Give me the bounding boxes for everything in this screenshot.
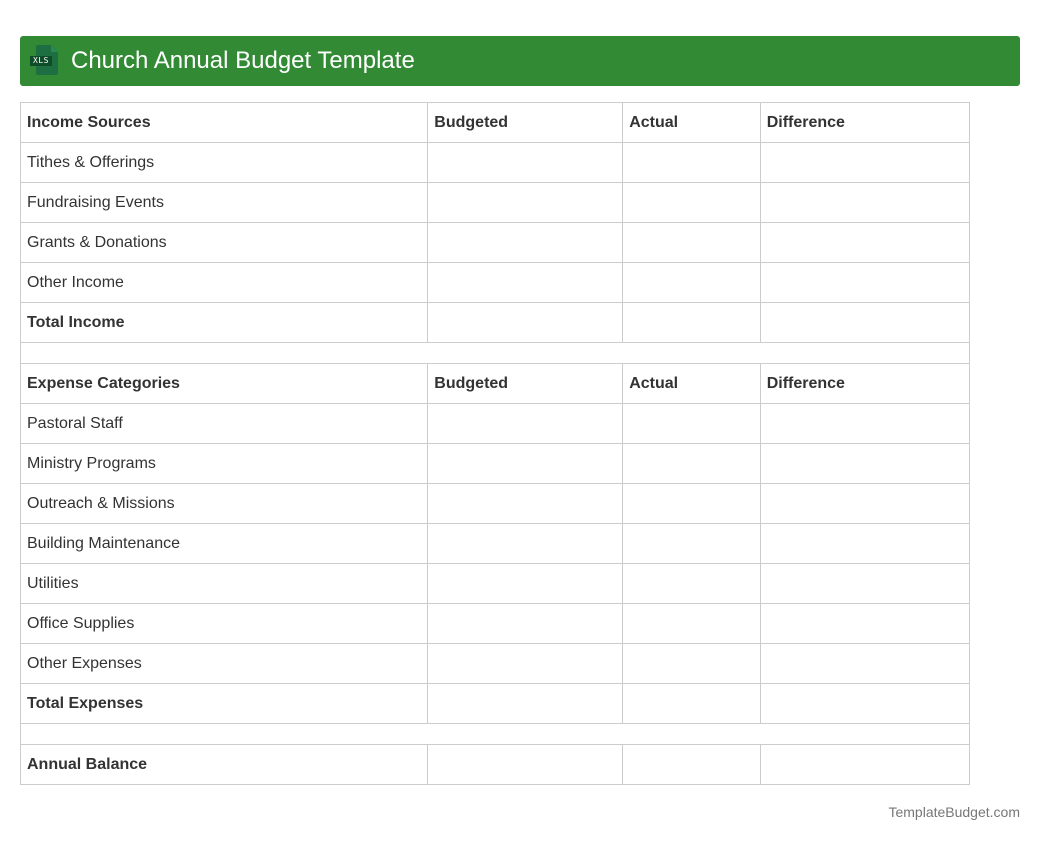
row-label: Building Maintenance [21,524,428,564]
actual-cell[interactable] [623,484,760,524]
table-row [21,223,970,263]
xls-file-icon: XLS [30,45,60,77]
budgeted-cell[interactable] [428,444,623,484]
column-header: Budgeted [428,364,623,404]
budgeted-cell[interactable] [428,604,623,644]
table-row [21,604,970,644]
row-label: Outreach & Missions [21,484,428,524]
table-row [21,143,970,183]
column-header: Expense Categories [21,364,428,404]
actual-cell[interactable] [623,143,760,183]
row-label: Ministry Programs [21,444,428,484]
actual-cell[interactable] [623,564,760,604]
difference-cell[interactable] [760,223,969,263]
budgeted-cell[interactable] [428,484,623,524]
difference-cell[interactable] [760,143,969,183]
difference-cell[interactable] [760,684,969,724]
actual-cell[interactable] [623,223,760,263]
budgeted-cell[interactable] [428,644,623,684]
table-row [21,444,970,484]
actual-cell[interactable] [623,183,760,223]
table-row [21,484,970,524]
column-header: Budgeted [428,103,623,143]
difference-cell[interactable] [760,484,969,524]
row-label: Utilities [21,564,428,604]
spacer-row [21,343,970,364]
budgeted-cell[interactable] [428,564,623,604]
budgeted-cell[interactable] [428,745,623,785]
actual-cell[interactable] [623,684,760,724]
table-row [21,404,970,444]
column-header: Difference [760,103,969,143]
spacer-cell [21,343,970,364]
budgeted-cell[interactable] [428,684,623,724]
budgeted-cell[interactable] [428,183,623,223]
row-label: Fundraising Events [21,183,428,223]
row-label: Annual Balance [21,745,428,785]
actual-cell[interactable] [623,524,760,564]
actual-cell[interactable] [623,303,760,343]
table-row [21,263,970,303]
difference-cell[interactable] [760,303,969,343]
column-header: Actual [623,103,760,143]
row-label: Total Income [21,303,428,343]
budget-table [20,102,970,785]
difference-cell[interactable] [760,444,969,484]
table-row [21,183,970,223]
row-label: Other Expenses [21,644,428,684]
difference-cell[interactable] [760,404,969,444]
difference-cell[interactable] [760,183,969,223]
table-row [21,524,970,564]
budgeted-cell[interactable] [428,263,623,303]
expense-header-row [21,364,970,404]
title-bar [20,36,1020,86]
row-label: Other Income [21,263,428,303]
budgeted-cell[interactable] [428,404,623,444]
difference-cell[interactable] [760,604,969,644]
difference-cell[interactable] [760,564,969,604]
actual-cell[interactable] [623,263,760,303]
budgeted-cell[interactable] [428,143,623,183]
budgeted-cell[interactable] [428,524,623,564]
table-row [21,644,970,684]
spacer-row [21,724,970,745]
actual-cell[interactable] [623,444,760,484]
page-title: Church Annual Budget Template [71,47,415,74]
total-income-row [21,303,970,343]
actual-cell[interactable] [623,644,760,684]
difference-cell[interactable] [760,644,969,684]
difference-cell[interactable] [760,263,969,303]
annual-balance-row [21,745,970,785]
row-label: Grants & Donations [21,223,428,263]
actual-cell[interactable] [623,745,760,785]
actual-cell[interactable] [623,404,760,444]
spacer-cell [21,724,970,745]
actual-cell[interactable] [623,604,760,644]
footer-brand: TemplateBudget.com [888,804,1020,820]
column-header: Actual [623,364,760,404]
total-expenses-row [21,684,970,724]
difference-cell[interactable] [760,524,969,564]
row-label: Office Supplies [21,604,428,644]
row-label: Total Expenses [21,684,428,724]
difference-cell[interactable] [760,745,969,785]
budgeted-cell[interactable] [428,223,623,263]
income-header-row [21,103,970,143]
budgeted-cell[interactable] [428,303,623,343]
column-header: Income Sources [21,103,428,143]
table-row [21,564,970,604]
column-header: Difference [760,364,969,404]
row-label: Pastoral Staff [21,404,428,444]
row-label: Tithes & Offerings [21,143,428,183]
